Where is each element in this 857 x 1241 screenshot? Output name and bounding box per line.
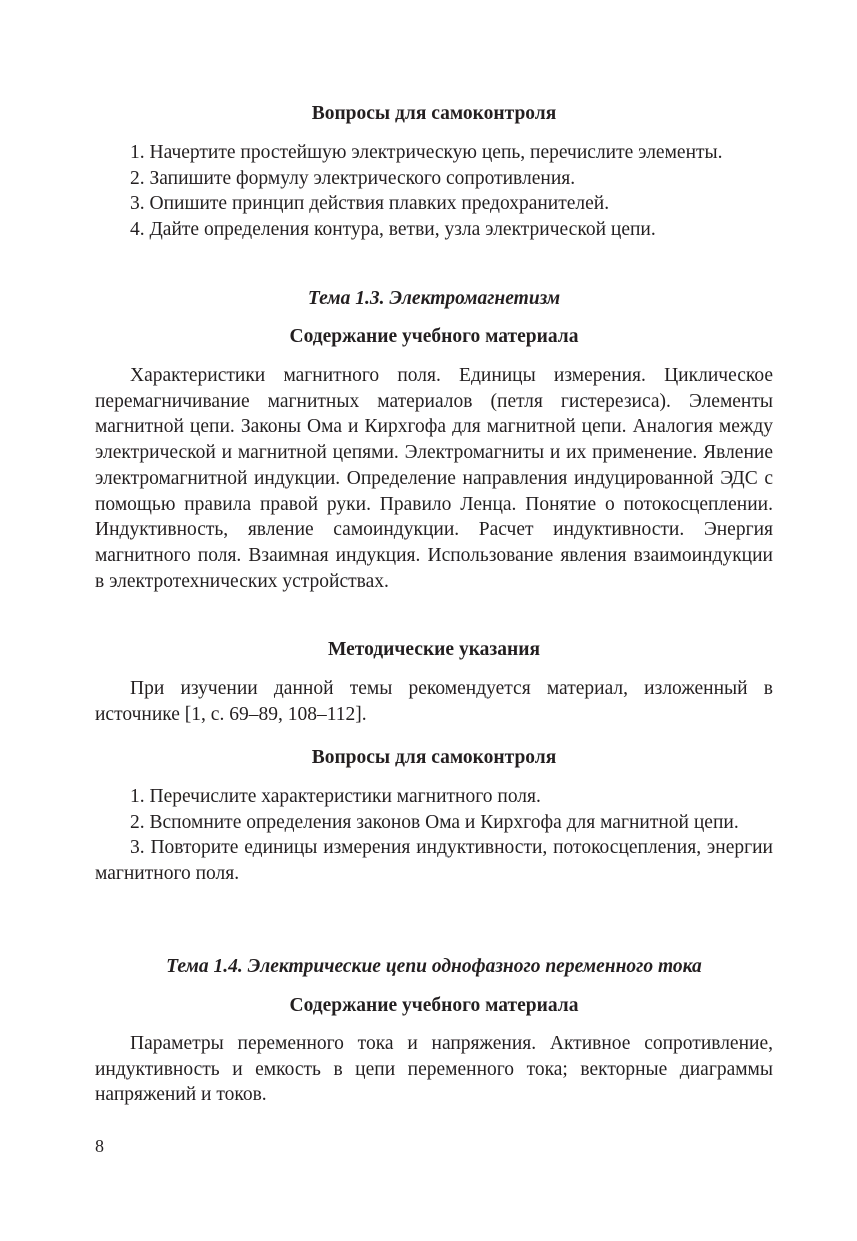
topic-1-3-title: Тема 1.3. Электромагнетизм xyxy=(307,288,561,309)
self-check-list-2 xyxy=(95,784,773,887)
self-check-heading-2: Вопросы для самоконтроля xyxy=(311,747,557,768)
content-heading-1-4: Содержание учебного материала xyxy=(289,995,579,1016)
list-item: 2. Запишите формулу электрического сопротивления. xyxy=(130,167,576,189)
content-paragraph-1-4: Параметры переменного тока и напряжения. Активное сопротивление, индуктивность и емкость в цепи переменного тока; векторные диаграммы напряжений и токов. xyxy=(95,1033,773,1106)
self-check-heading-1: Вопросы для самоконтроля xyxy=(311,103,557,124)
methods-paragraph-1-3: При изучении данной темы рекомендуется материал, изложенный в источнике [1, с. 69–89, 108–112]. xyxy=(95,678,773,725)
list-item: 3. Опишите принцип действия плавких предохранителей. xyxy=(130,193,610,215)
self-check-list-1 xyxy=(95,140,773,243)
topic-1-4-title: Тема 1.4. Электрические цепи однофазного переменного тока xyxy=(166,956,702,977)
content-paragraph-1-3: Характеристики магнитного поля. Единицы измерения. Циклическое перемагничивание магнитных материалов (петля гистерезиса). Элементы магнитной цепи. Законы Ома и Кирхгофа для магнитной цепи. Аналогия между электрической и магнитной цепями. Электромагниты и их применение. Явление электромагнитной индукции. Определение направления индуцированной ЭДС с помощью правила правой руки. Правило Ленца. Понятие о потокосцеплении. Индуктивность, явление самоиндукции. Расчет индуктивности. Энергия магнитного поля. Взаимная индукция. Использование явления взаимоиндукции в электротехнических устройствах. xyxy=(95,365,773,592)
list-item: 2. Вспомните определения законов Ома и Кирхгофа для магнитной цепи. xyxy=(130,811,739,833)
list-item: 3. Повторите единицы измерения индуктивности, потокосцепления, энергии магнитного поля. xyxy=(95,837,773,885)
page-number: 8 xyxy=(95,1136,104,1156)
methods-heading-1-3: Методические указания xyxy=(327,639,540,660)
list-item: 4. Дайте определения контура, ветви, узла электрической цепи. xyxy=(130,219,656,241)
list-item: 1. Перечислите характеристики магнитного поля. xyxy=(130,786,541,807)
list-item: 1. Начертите простейшую электрическую цепь, перечислите элементы. xyxy=(130,142,723,163)
content-heading-1-3: Содержание учебного материала xyxy=(289,326,579,347)
